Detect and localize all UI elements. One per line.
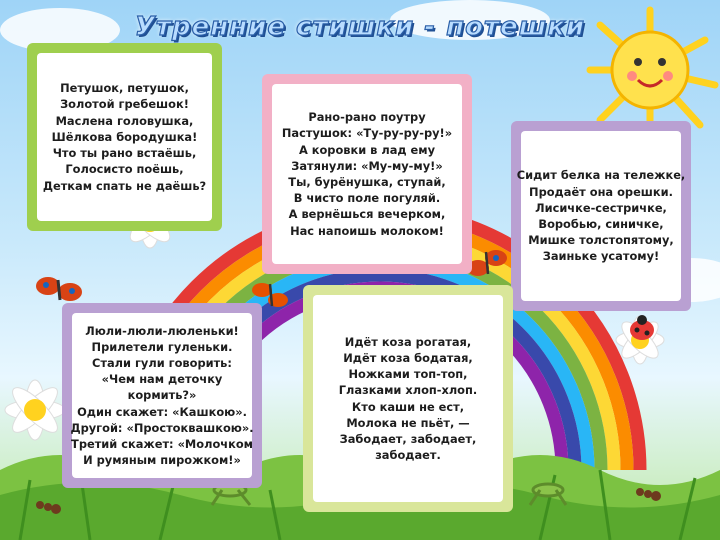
poem-line: А коровки в лад ему bbox=[298, 142, 436, 157]
poem-line: А вернёшься вечерком, bbox=[288, 207, 446, 222]
poem-text bbox=[339, 334, 477, 464]
poem-line: Деткам спать не даёшь? bbox=[42, 178, 207, 193]
poem-line: Идёт коза рогатая, bbox=[344, 334, 472, 349]
poem-line: Золотой гребешок! bbox=[60, 97, 189, 112]
butterfly-left bbox=[36, 277, 82, 301]
poem-line: Другой: «Простоквашкою». bbox=[70, 420, 254, 435]
poem-card-inner bbox=[37, 53, 212, 221]
poem-card-petushok bbox=[27, 43, 222, 231]
poem-line: Кто каши не ест, bbox=[351, 399, 465, 414]
poem-line: Один скажет: «Кашкою». bbox=[77, 404, 247, 419]
page-title: Утренние стишки - потешки bbox=[134, 12, 586, 42]
poem-card-lyuli bbox=[62, 303, 262, 488]
poem-line: Молока не пьёт, — bbox=[346, 415, 470, 430]
poem-line: Ножками топ-топ, bbox=[348, 367, 468, 382]
poem-line: Лисичке-сестричке, bbox=[535, 200, 667, 215]
ladybug-right bbox=[630, 315, 654, 340]
poem-line: Глазками хлоп-хлоп. bbox=[338, 383, 478, 398]
poem-line: Третий скажет: «Молочком bbox=[71, 437, 253, 451]
poem-line: Мишке толстопятому, bbox=[528, 233, 674, 248]
poem-line: Прилетели гуленьки. bbox=[91, 339, 233, 354]
poem-line: Петушок, петушок, bbox=[60, 81, 189, 96]
poem-line: Голосисто поёшь, bbox=[65, 162, 184, 177]
poem-text bbox=[282, 109, 452, 239]
poem-line: Идёт коза бодатая, bbox=[343, 350, 473, 365]
poem-text bbox=[517, 167, 686, 264]
poem-line: Люли-люли-люленьки! bbox=[85, 323, 239, 338]
poem-line: кормить?» bbox=[127, 388, 197, 403]
poem-line: Сидит белка на тележке, bbox=[516, 168, 686, 183]
poem-line: Что ты рано встаёшь, bbox=[52, 146, 197, 161]
poem-line: Стали гули говорить: bbox=[92, 355, 232, 370]
poem-card-rano-rano bbox=[262, 74, 472, 274]
daisy-bottom-left bbox=[5, 380, 65, 440]
poem-card-inner bbox=[313, 295, 503, 502]
poem-line: Маслена головушка, bbox=[55, 113, 194, 128]
poem-line: Рано-рано поутру bbox=[308, 110, 426, 125]
poem-line: Продаёт она орешки. bbox=[529, 184, 673, 199]
poem-card-belka bbox=[511, 121, 691, 311]
poem-card-inner bbox=[72, 313, 252, 478]
poem-line: Пастушок: «Ту-ру-ру-ру!» bbox=[281, 126, 453, 141]
sun bbox=[590, 10, 715, 135]
poem-line: Воробью, синичке, bbox=[538, 217, 664, 231]
poem-line: Заиньке усатому! bbox=[542, 249, 660, 264]
poem-line: И румяным пирожком!» bbox=[83, 453, 241, 468]
poem-line: Шёлкова бородушка! bbox=[51, 129, 198, 144]
poem-line: Нас напоишь молоком! bbox=[290, 223, 444, 238]
poem-card-inner bbox=[272, 84, 462, 264]
poem-line: Ты, бурёнушка, ступай, bbox=[288, 175, 446, 189]
poem-line: В чисто поле погуляй. bbox=[293, 191, 441, 206]
poem-text bbox=[43, 80, 206, 193]
poem-text bbox=[70, 323, 253, 469]
poem-line: забодает. bbox=[375, 448, 441, 463]
poem-card-koza bbox=[303, 285, 513, 512]
poem-line: Забодает, забодает, bbox=[339, 431, 477, 446]
poem-line: «Чем нам деточку bbox=[101, 372, 223, 387]
poem-card-inner bbox=[516, 131, 686, 301]
poem-line: Затянули: «Му-му-му!» bbox=[291, 158, 443, 173]
